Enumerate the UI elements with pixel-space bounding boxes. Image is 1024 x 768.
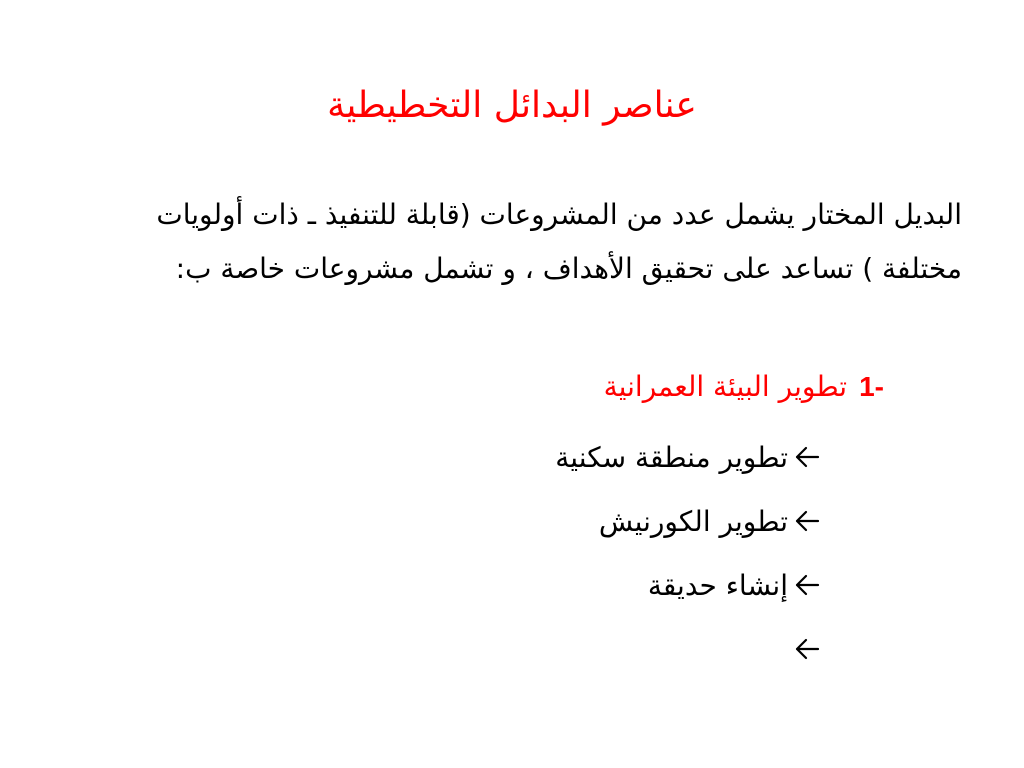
list-item xyxy=(555,553,820,617)
list-item xyxy=(555,489,820,553)
section-heading xyxy=(604,362,884,412)
arrow-left-icon xyxy=(794,508,820,534)
section-number: 1- xyxy=(859,371,884,402)
list-item xyxy=(555,617,820,681)
arrow-left-icon xyxy=(794,444,820,470)
list-item xyxy=(555,425,820,489)
arrow-left-icon xyxy=(794,636,820,662)
list-item-text: تطوير الكورنيش xyxy=(598,504,788,538)
list-item-text: إنشاء حديقة xyxy=(647,568,788,602)
list-item-text: تطوير منطقة سكنية xyxy=(555,440,788,474)
project-list xyxy=(555,425,820,681)
body-paragraph: البديل المختار يشمل عدد من المشروعات (قابلة للتنفيذ ـ ذات أولويات مختلفة ) تساعد على تحقيق الأهداف ، و تشمل مشروعات خاصة ب: xyxy=(156,198,962,285)
arrow-left-icon xyxy=(794,572,820,598)
slide-title: عناصر البدائل التخطيطية xyxy=(327,85,697,126)
section-heading-text: تطوير البيئة العمرانية xyxy=(603,370,848,403)
